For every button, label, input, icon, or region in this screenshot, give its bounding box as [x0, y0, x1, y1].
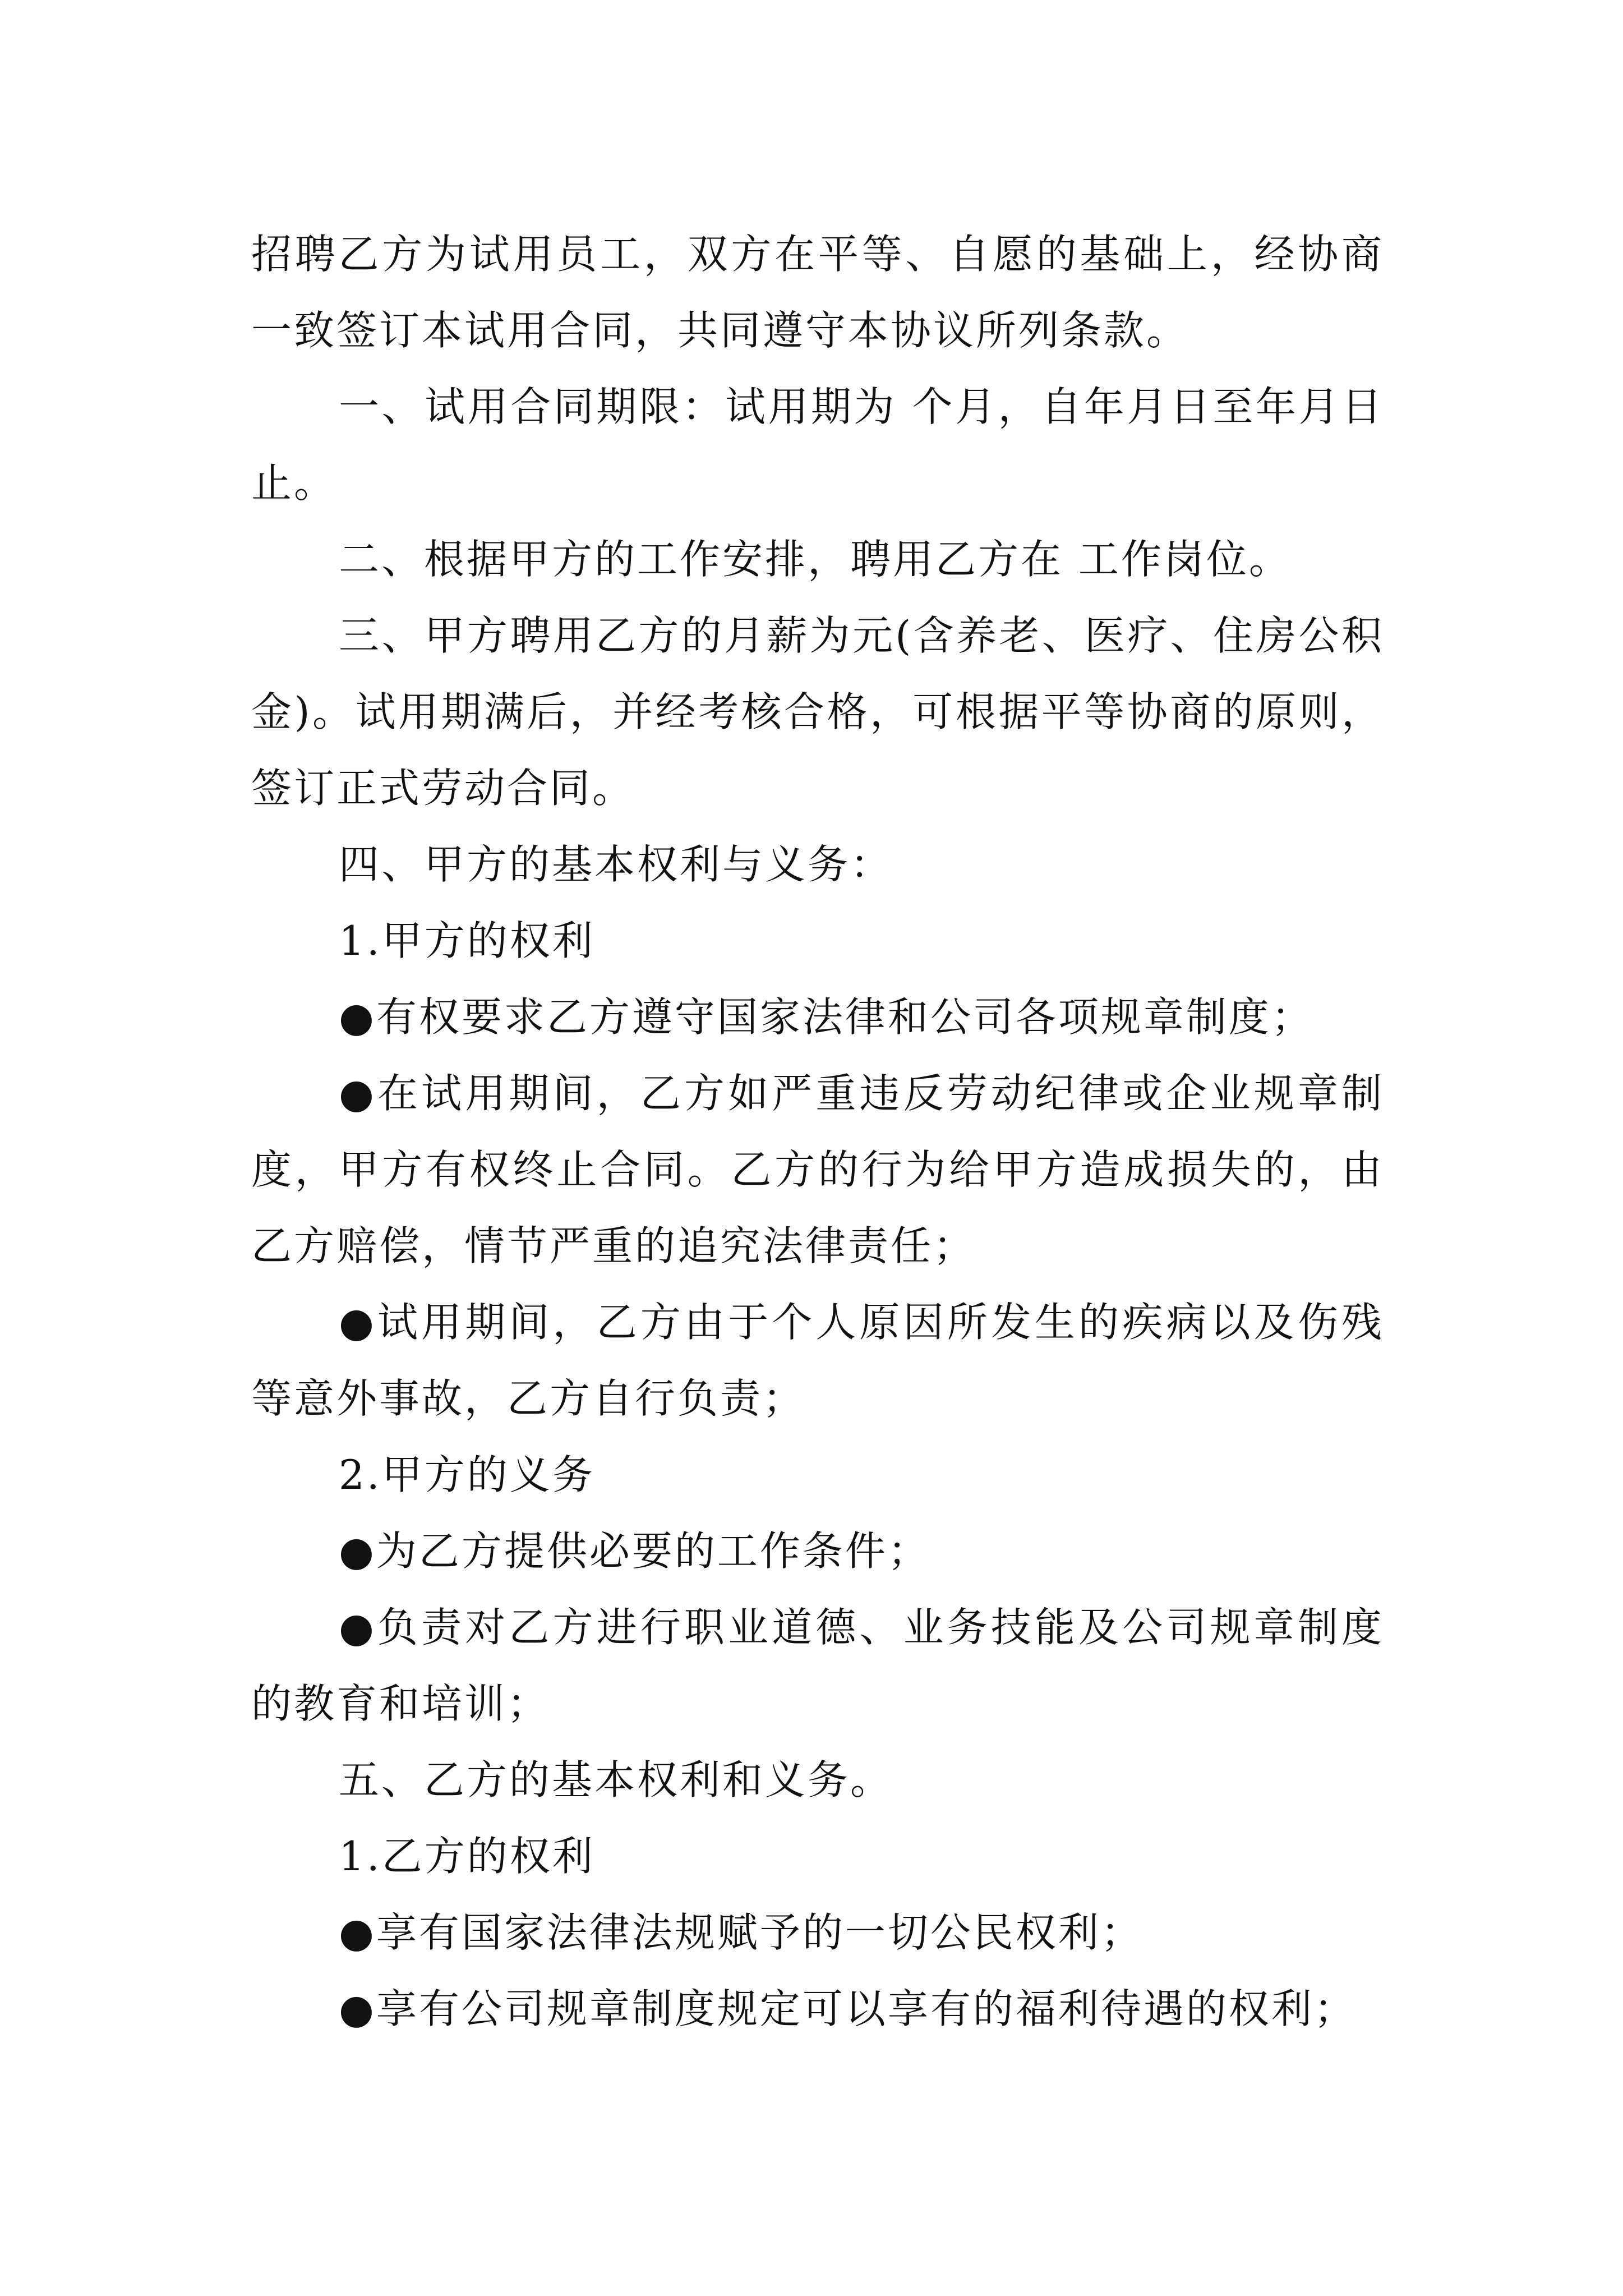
- paragraph-clause-1-term: 一、试用合同期限：试用期为 个月，自年月日至年月日止。: [251, 383, 1384, 507]
- subheading-party-a-duties: 2.甲方的义务: [339, 1451, 595, 1498]
- heading-clause-4-party-a: 四、甲方的基本权利与义务：: [339, 841, 893, 888]
- paragraph-clause-3-salary: 三、甲方聘用乙方的月薪为元(含养老、医疗、住房公积金)。试用期满后，并经考核合格，可根据平等协商的原则，签订正式劳动合同。: [251, 612, 1384, 812]
- bullet-party-a-right-3: ●试用期间，乙方由于个人原因所发生的疾病以及伤残等意外事故，乙方自行负责；: [251, 1299, 1384, 1422]
- bullet-party-b-right-2: ●享有公司规章制度规定可以享有的福利待遇的权利；: [339, 1985, 1357, 2032]
- paragraph-clause-2-position: 二、根据甲方的工作安排，聘用乙方在 工作岗位。: [339, 536, 1292, 583]
- subheading-party-a-rights: 1.甲方的权利: [339, 917, 595, 964]
- bullet-party-a-right-2: ●在试用期间，乙方如严重违反劳动纪律或企业规章制度，甲方有权终止合同。乙方的行为给甲方造成损失的，由乙方赔偿，情节严重的追究法律责任；: [251, 1070, 1384, 1269]
- document-body: [251, 216, 1384, 2047]
- bullet-party-a-duty-2: ●负责对乙方进行职业道德、业务技能及公司规章制度的教育和培训；: [251, 1604, 1384, 1727]
- bullet-party-a-right-1: ●有权要求乙方遵守国家法律和公司各项规章制度；: [339, 993, 1314, 1041]
- subheading-party-b-rights: 1.乙方的权利: [339, 1833, 595, 1880]
- bullet-party-b-right-1: ●享有国家法律法规赋予的一切公民权利；: [339, 1909, 1144, 1956]
- heading-clause-5-party-b: 五、乙方的基本权利和义务。: [339, 1756, 893, 1803]
- bullet-party-a-duty-1: ●为乙方提供必要的工作条件；: [339, 1527, 930, 1575]
- paragraph-intro: 招聘乙方为试用员工，双方在平等、自愿的基础上，经协商一致签订本试用合同，共同遵守本协议所列条款。: [251, 231, 1384, 354]
